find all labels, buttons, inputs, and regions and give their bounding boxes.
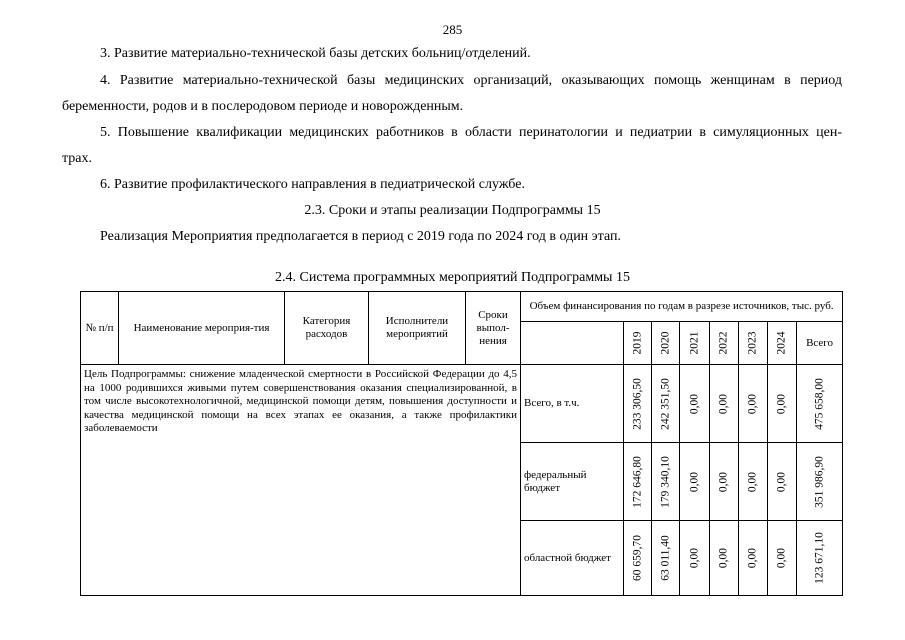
cell-text: 0,00 — [775, 547, 788, 569]
cell-text: 0,00 — [717, 393, 730, 414]
paragraph-5-line-2: трах. — [62, 151, 93, 166]
header-year-2020 — [652, 322, 680, 365]
cell-text: 2023 — [746, 331, 759, 355]
header-executors: Исполнители мероприятий — [369, 292, 466, 365]
cell-text: 351 986,90 — [813, 455, 826, 508]
cell-text: 2022 — [717, 331, 730, 355]
paragraph-5-line-1: 5. Повышение квалификации медицинских работников в области перинатологии и педиатрии в симуляционных цен- — [100, 125, 842, 140]
cell-text: 63 011,40 — [659, 535, 671, 581]
implementation-paragraph: Реализация Мероприятия предполагается в период с 2019 года по 2024 год в один этап. — [100, 229, 621, 244]
cell-text: 0,00 — [688, 471, 700, 492]
page-number: 285 — [442, 22, 463, 37]
cell-text: 0,00 — [775, 393, 788, 414]
value-cell — [680, 365, 710, 443]
paragraph-4-line-1: 4. Развитие материально-технической базы медицинских организаций, оказывающих помощь женщинам в период — [100, 73, 842, 88]
value-cell — [710, 443, 739, 521]
value-cell — [680, 521, 710, 596]
header-funding: Объем финансирования по годам в разрезе источников, тыс. руб. — [521, 292, 843, 322]
value-cell — [768, 365, 797, 443]
cell-text: 2019 — [631, 331, 643, 355]
value-cell — [624, 443, 652, 521]
value-cell-total — [797, 365, 843, 443]
header-terms: Сроки выпол-нения — [466, 292, 521, 365]
value-cell-total — [797, 521, 843, 596]
cell-text: 0,00 — [688, 547, 700, 569]
header-year-2024 — [768, 322, 797, 365]
cell-text: 60 659,70 — [631, 535, 643, 581]
header-year-2019 — [624, 322, 652, 365]
value-cell — [652, 521, 680, 596]
cell-text: 0,00 — [717, 471, 730, 492]
header-num: № п/п — [81, 292, 119, 365]
value-cell — [680, 443, 710, 521]
cell-text: 2021 — [688, 331, 700, 355]
value-cell-total — [797, 443, 843, 521]
value-cell — [768, 521, 797, 596]
paragraph-4-line-2: беременности, родов и в послеродовом периоде и новорожденным. — [62, 99, 464, 114]
program-activities-table — [80, 291, 843, 596]
cell-text: 0,00 — [746, 393, 759, 414]
header-name: Наименование мероприя-тия — [119, 292, 285, 365]
header-year-2023 — [739, 322, 768, 365]
cell-text: 172 646,80 — [631, 455, 643, 508]
header-source-blank — [521, 322, 624, 365]
cell-text: 475 658,00 — [813, 377, 826, 430]
cell-text: 0,00 — [775, 471, 788, 492]
section-heading-2-3: 2.3. Сроки и этапы реализации Подпрограммы 15 — [304, 203, 601, 218]
header-year-2022 — [710, 322, 739, 365]
program-goal: Цель Подпрограммы: снижение младенческой смертности в Российской Федерации до 4,5 на 1000 родившихся живыми путем совершенствования оказания специализированной, в том числе высокотехнологичной, медицинской помощи детям, повышения доступности и качества медицинской помощи на всех этапах ее оказания, а также профилактики заболеваемости — [81, 365, 521, 596]
value-cell — [652, 443, 680, 521]
value-cell — [768, 443, 797, 521]
cell-text: 0,00 — [688, 393, 700, 414]
value-cell — [710, 521, 739, 596]
paragraph-3: 3. Развитие материально-технической базы детских больниц/отделений. — [100, 46, 531, 61]
cell-text: 2024 — [775, 331, 788, 355]
value-cell — [624, 521, 652, 596]
value-cell — [739, 521, 768, 596]
cell-text: 0,00 — [717, 547, 730, 569]
cell-text: 123 671,10 — [813, 532, 826, 584]
header-year-2021 — [680, 322, 710, 365]
cell-text: 242 351,50 — [659, 377, 671, 430]
source-total: Всего, в т.ч. — [521, 365, 624, 443]
cell-text: 0,00 — [746, 471, 759, 492]
cell-text: 179 340,10 — [659, 455, 671, 508]
source-regional: областной бюджет — [521, 521, 624, 596]
value-cell — [739, 365, 768, 443]
cell-text: 0,00 — [746, 547, 759, 569]
header-total: Всего — [797, 322, 843, 365]
paragraph-6: 6. Развитие профилактического направления в педиатрической службе. — [100, 177, 525, 192]
value-cell — [652, 365, 680, 443]
cell-text: 233 306,50 — [631, 377, 643, 430]
header-category: Категория расходов — [285, 292, 369, 365]
source-federal: федеральный бюджет — [521, 443, 624, 521]
section-heading-2-4: 2.4. Система программных мероприятий Подпрограммы 15 — [275, 270, 630, 285]
value-cell — [710, 365, 739, 443]
value-cell — [624, 365, 652, 443]
cell-text: 2020 — [659, 331, 671, 355]
value-cell — [739, 443, 768, 521]
